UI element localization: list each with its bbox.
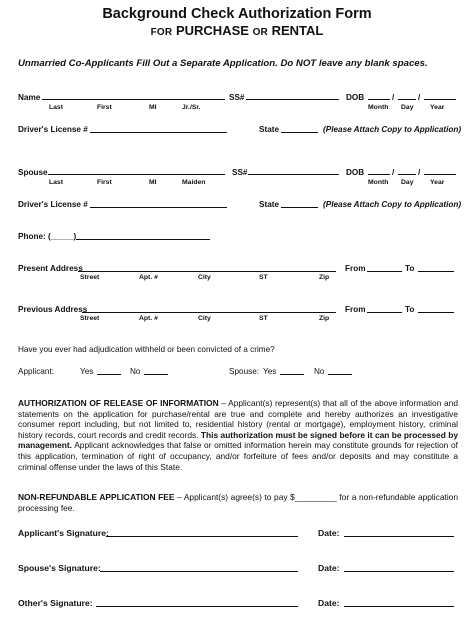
dob-day-field[interactable] <box>398 99 416 100</box>
spouse-ss-field[interactable] <box>248 174 339 175</box>
sub-street: Street <box>80 274 100 281</box>
sub-month: Month <box>368 104 389 111</box>
spouse-state-label: State <box>259 200 280 209</box>
authorization-heading: AUTHORIZATION OF RELEASE OF INFORMATION <box>18 398 219 408</box>
dob-year-field[interactable] <box>424 99 456 100</box>
previous-from-field[interactable] <box>367 312 402 313</box>
dob-slash: / <box>418 168 421 177</box>
sub-last: Last <box>49 104 63 111</box>
sub-city: City <box>198 315 211 322</box>
license-field[interactable] <box>90 132 227 133</box>
attach-note: (Please Attach Copy to Application) <box>323 125 462 134</box>
sub-mi: MI <box>149 104 157 111</box>
fee-paragraph <box>18 492 458 513</box>
applicant-date-label: Date: <box>318 528 340 538</box>
spouse-dob-day-field[interactable] <box>398 174 416 175</box>
adjudication-question: Have you ever had adjudication withheld or been convicted of a crime? <box>18 345 275 354</box>
spouse-date-field[interactable] <box>344 571 454 572</box>
sub-month: Month <box>368 179 389 186</box>
previous-address-field[interactable] <box>82 312 336 313</box>
form-title: Background Check Authorization Form <box>102 6 372 22</box>
ss-label: SS# <box>229 93 245 102</box>
spouse-license-field[interactable] <box>90 207 227 208</box>
spouse-dob-label: DOB <box>346 168 365 177</box>
spouse-state-field[interactable] <box>281 207 318 208</box>
present-from-field[interactable] <box>367 271 402 272</box>
other-signature-field[interactable] <box>96 606 298 607</box>
previous-address-label: Previous Address <box>18 305 88 314</box>
authorization-text-2: Applicant acknowledges that false or omitted information herein may constitute grounds for rejection of this application, termination of right of occupancy, and/or forfeiture of fees and/or deposits and may constitute a criminal offense under the laws of this State. <box>18 440 458 472</box>
spouse-yes-field[interactable] <box>280 374 304 375</box>
sub-last: Last <box>49 179 63 186</box>
present-to-field[interactable] <box>418 271 454 272</box>
applicant-date-field[interactable] <box>344 536 454 537</box>
spouse-dob-year-field[interactable] <box>424 174 456 175</box>
fee-heading: NON-REFUNDABLE APPLICATION FEE <box>18 492 175 502</box>
sub-apt: Apt. # <box>139 274 158 281</box>
authorization-paragraph <box>18 398 458 472</box>
subtitle-or: OR <box>252 27 268 38</box>
subtitle-rental: RENTAL <box>271 23 324 38</box>
sub-city: City <box>198 274 211 281</box>
spouse-date-label: Date: <box>318 563 340 573</box>
sub-first: First <box>97 179 112 186</box>
dob-slash: / <box>392 168 395 177</box>
dob-slash: / <box>392 93 395 102</box>
previous-to-field[interactable] <box>418 312 454 313</box>
previous-from-label: From <box>345 305 366 314</box>
applicant-signature-label: Applicant's Signature: <box>18 528 109 538</box>
state-field[interactable] <box>281 132 318 133</box>
applicant-no-field[interactable] <box>144 374 168 375</box>
form-subtitle <box>0 23 474 38</box>
dob-label: DOB <box>346 93 365 102</box>
sub-st: ST <box>259 315 268 322</box>
sub-zip: Zip <box>319 315 330 322</box>
license-label: Driver's License # <box>18 125 88 134</box>
spouse-no-label: No <box>314 367 325 376</box>
present-to-label: To <box>405 264 415 273</box>
subtitle-purchase: PURCHASE <box>175 23 249 38</box>
spouse-license-label: Driver's License # <box>18 200 88 209</box>
applicant-signature-field[interactable] <box>106 536 298 537</box>
present-from-label: From <box>345 264 366 273</box>
spouse-yes-label: Yes <box>263 367 277 376</box>
phone-label: Phone: (_____) <box>18 232 77 241</box>
applicant-answer-label: Applicant: <box>18 367 54 376</box>
sub-jrsr: Jr./Sr. <box>182 104 201 111</box>
previous-to-label: To <box>405 305 415 314</box>
dob-slash: / <box>418 93 421 102</box>
ss-field[interactable] <box>246 99 339 100</box>
attach-note: (Please Attach Copy to Application) <box>323 200 462 209</box>
spouse-ss-label: SS# <box>232 168 248 177</box>
spouse-signature-field[interactable] <box>100 571 298 572</box>
sub-day: Day <box>401 179 414 186</box>
other-date-field[interactable] <box>344 606 454 607</box>
sub-mi: MI <box>149 179 157 186</box>
sub-year: Year <box>430 104 445 111</box>
applicant-yes-label: Yes <box>80 367 94 376</box>
spouse-answer-label: Spouse: <box>229 367 260 376</box>
sub-st: ST <box>259 274 268 281</box>
state-label: State <box>259 125 280 134</box>
authorization-text: – Applicant(s) represent(s) that all of the above information and statements on the application for purchase/rental are true and complete and hereby authorizes an investigative consumer report including, but not limited to, residential history (rental or mortgage), employment history, criminal history records, court records and credit records. <box>18 398 458 440</box>
other-date-label: Date: <box>318 598 340 608</box>
name-label: Name <box>18 93 41 102</box>
spouse-no-field[interactable] <box>328 374 352 375</box>
spouse-signature-label: Spouse's Signature: <box>18 563 101 573</box>
applicant-yes-field[interactable] <box>97 374 121 375</box>
instructions: Unmarried Co-Applicants Fill Out a Separate Application. Do NOT leave any blank spaces. <box>18 58 428 69</box>
spouse-label: Spouse <box>18 168 48 177</box>
present-address-label: Present Address <box>18 264 83 273</box>
sub-maiden: Maiden <box>182 179 206 186</box>
spouse-dob-month-field[interactable] <box>368 174 390 175</box>
other-signature-label: Other's Signature: <box>18 598 93 608</box>
sub-year: Year <box>430 179 445 186</box>
sub-day: Day <box>401 104 414 111</box>
phone-field[interactable] <box>76 239 210 240</box>
subtitle-for: FOR <box>150 27 173 38</box>
sub-zip: Zip <box>319 274 330 281</box>
dob-month-field[interactable] <box>368 99 390 100</box>
applicant-no-label: No <box>130 367 141 376</box>
authorization-bold-text: This authorization must be signed before it can be processed by management. <box>18 429 458 451</box>
sub-first: First <box>97 104 112 111</box>
spouse-name-field[interactable] <box>48 174 225 175</box>
sub-apt: Apt. # <box>139 315 158 322</box>
present-address-field[interactable] <box>78 271 336 272</box>
name-field[interactable] <box>42 99 225 100</box>
sub-street: Street <box>80 315 100 322</box>
fee-text: – Applicant(s) agree(s) to pay $_________ for a non-refundable application processing fee. <box>18 492 458 513</box>
